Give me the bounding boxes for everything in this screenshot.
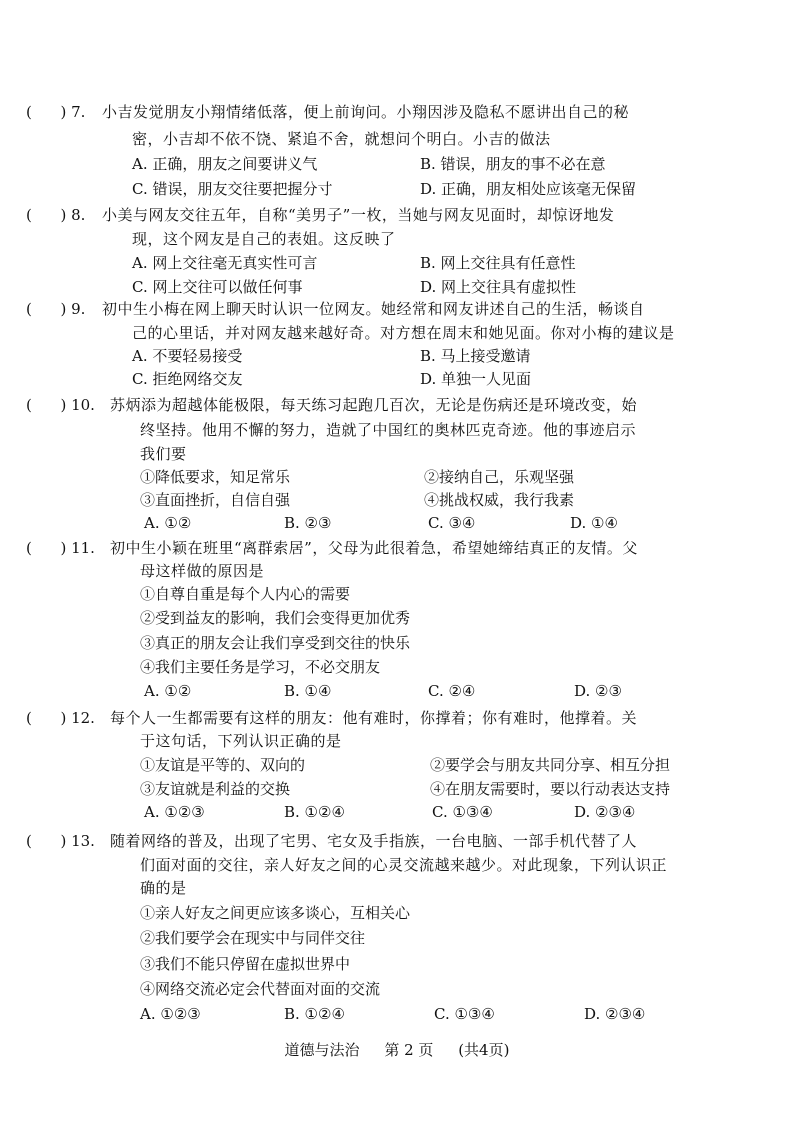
question-text-line: 每个人一生都需要有这样的朋友：他有难时，你撑着；你有难时，他撑着。关	[110, 709, 638, 727]
answer-c: C. ①③④	[434, 1005, 495, 1023]
answer-c: C. ①③④	[432, 803, 493, 821]
statement-2: ②要学会与朋友共同分享、相互分担	[430, 756, 671, 774]
answer-blank: ( ) 12.	[26, 709, 95, 727]
answer-blank: ( ) 11.	[26, 539, 95, 557]
question-text-line: 现，这个网友是自己的表姐。这反映了	[132, 230, 396, 248]
statement-1: ①降低要求，知足常乐	[140, 468, 291, 486]
question-text-line: 初中生小梅在网上聊天时认识一位网友。她经常和网友讲述自己的生活，畅谈自	[102, 300, 645, 318]
footer-page-number: 第 2 页	[384, 1041, 434, 1059]
statement-1: ①自尊自重是每个人内心的需要	[140, 585, 351, 603]
statement-3: ③我们不能只停留在虚拟世界中	[140, 955, 351, 973]
question-text-line: 们面对面的交往，亲人好友之间的心灵交流越来越少。对此现象，下列认识正	[140, 856, 668, 874]
answer-a: A. ①②	[144, 682, 192, 700]
question-text-line: 小吉发觉朋友小翔情绪低落，便上前询问。小翔因涉及隐私不愿讲出自己的秘	[102, 103, 630, 121]
statement-4: ④在朋友需要时，要以行动表达支持	[430, 780, 671, 798]
statement-4: ④我们主要任务是学习，不必交朋友	[140, 658, 381, 676]
answer-blank: ( ) 13.	[26, 832, 95, 850]
option-c: C. 网上交往可以做任何事	[132, 278, 303, 296]
statement-3: ③直面挫折，自信自强	[140, 491, 291, 509]
statement-3: ③友谊就是利益的交换	[140, 780, 291, 798]
answer-d: D. ①④	[570, 514, 618, 532]
statement-2: ②受到益友的影响，我们会变得更加优秀	[140, 609, 411, 627]
answer-blank: ( ) 7.	[26, 103, 86, 121]
option-b: B. 网上交往具有任意性	[420, 254, 576, 272]
answer-d: D. ②③④	[584, 1005, 646, 1023]
answer-b: B. ①②④	[284, 803, 345, 821]
question-text-line: 初中生小颖在班里“离群索居”，父母为此很着急，希望她缔结真正的友情。父	[110, 539, 638, 557]
option-c: C. 错误，朋友交往要把握分寸	[132, 180, 333, 198]
option-a: A. 网上交往毫无真实性可言	[132, 254, 318, 272]
statement-1: ①友谊是平等的、双向的	[140, 756, 306, 774]
statement-1: ①亲人好友之间更应该多谈心，互相关心	[140, 904, 411, 922]
question-text-line: 己的心里话，并对网友越来越好奇。对方想在周末和她见面。你对小梅的建议是	[132, 324, 675, 342]
statement-4: ④网络交流必定会代替面对面的交流	[140, 980, 381, 998]
question-text-line: 确的是	[140, 879, 187, 897]
option-a: A. 不要轻易接受	[132, 347, 243, 365]
answer-b: B. ①②④	[284, 1005, 345, 1023]
answer-c: C. ③④	[428, 514, 476, 532]
option-d: D. 单独一人见面	[420, 370, 532, 388]
answer-a: A. ①②③	[140, 1005, 201, 1023]
question-text-line: 终坚持。他用不懈的努力，造就了中国红的奥林匹克奇迹。他的事迹启示	[140, 421, 637, 439]
question-text-line: 我们要	[140, 445, 187, 463]
option-a: A. 正确，朋友之间要讲义气	[132, 155, 318, 173]
question-text-line: 随着网络的普及，出现了宅男、宅女及手指族，一台电脑、一部手机代替了人	[110, 832, 638, 850]
answer-b: B. ①④	[284, 682, 332, 700]
answer-blank: ( ) 8.	[26, 206, 86, 224]
option-d: D. 正确，朋友相处应该毫无保留	[420, 180, 637, 198]
question-text-line: 于这句话，下列认识正确的是	[140, 732, 342, 750]
question-text-line: 密，小吉却不依不饶、紧追不舍，就想问个明白。小吉的做法	[132, 130, 551, 148]
question-text-line: 母这样做的原因是	[140, 562, 265, 580]
answer-b: B. ②③	[284, 514, 332, 532]
option-b: B. 马上接受邀请	[420, 347, 531, 365]
option-d: D. 网上交往具有虚拟性	[420, 278, 577, 296]
question-text-line: 小美与网友交往五年，自称“美男子”一枚，当她与网友见面时，却惊讶地发	[102, 206, 615, 224]
footer-total-pages: (共4页)	[458, 1041, 510, 1059]
answer-a: A. ①②③	[144, 803, 205, 821]
answer-a: A. ①②	[144, 514, 192, 532]
option-c: C. 拒绝网络交友	[132, 370, 243, 388]
question-text-line: 苏炳添为超越体能极限，每天练习起跑几百次，无论是伤病还是环境改变，始	[110, 396, 638, 414]
answer-d: D. ②③	[574, 682, 622, 700]
statement-2: ②我们要学会在现实中与同伴交往	[140, 929, 366, 947]
answer-c: C. ②④	[428, 682, 476, 700]
option-b: B. 错误，朋友的事不必在意	[420, 155, 606, 173]
statement-2: ②接纳自己，乐观坚强	[424, 468, 575, 486]
statement-3: ③真正的朋友会让我们享受到交往的快乐	[140, 634, 411, 652]
page-footer	[0, 1038, 794, 1062]
answer-blank: ( ) 10.	[26, 396, 95, 414]
statement-4: ④挑战权威，我行我素	[424, 491, 575, 509]
footer-subject: 道德与法治	[284, 1041, 360, 1059]
answer-d: D. ②③④	[574, 803, 636, 821]
answer-blank: ( ) 9.	[26, 300, 86, 318]
